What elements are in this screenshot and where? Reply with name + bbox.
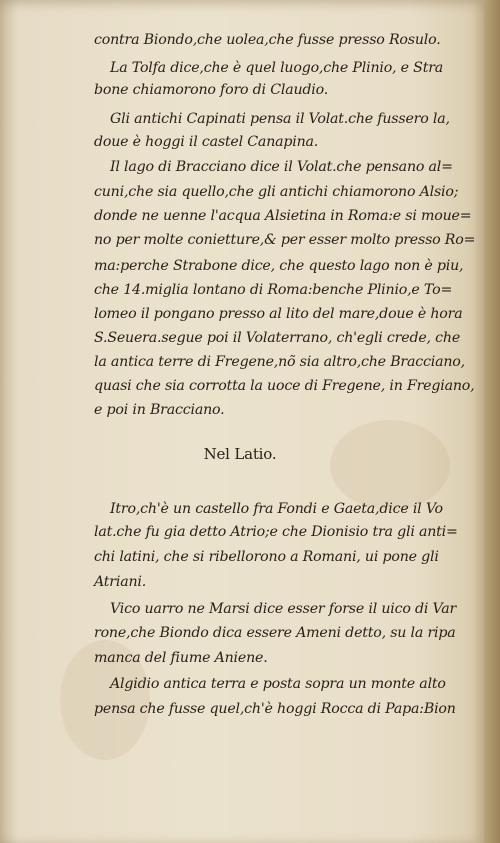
paper-stain bbox=[330, 420, 450, 510]
text-line: rone,che Biondo dica essere Ameni detto, su la ripa bbox=[94, 625, 456, 641]
text-line: bone chiamorono foro di Claudio. bbox=[94, 82, 329, 98]
text-line: doue è hoggi il castel Canapina. bbox=[94, 134, 319, 150]
text-line: cuni,che sia quello,che gli antichi chiamorono Alsio; bbox=[94, 184, 459, 200]
page-gutter-shadow bbox=[0, 0, 18, 843]
text-line: contra Biondo,che uolea,che fusse presso Rosulo. bbox=[94, 32, 441, 48]
text-line: la antica terre di Fregene,nõ sia altro,che Bracciano, bbox=[94, 354, 465, 370]
section-heading: Nel Latio. bbox=[203, 445, 277, 463]
page-edge bbox=[484, 0, 500, 843]
text-line: ma:perche Strabone dice, che questo lago non è piu, bbox=[94, 258, 464, 274]
text-line: Atriani. bbox=[94, 574, 147, 590]
text-line: Itro,ch'è un castello fra Fondi e Gaeta,dice il Vo bbox=[110, 501, 443, 517]
text-line: e poi in Bracciano. bbox=[94, 402, 225, 418]
text-line: Gli antichi Capinati pensa il Volat.che fussero la, bbox=[110, 111, 450, 127]
text-line: La Tolfa dice,che è quel luogo,che Plinio, e Stra bbox=[110, 60, 444, 76]
text-line: manca del fiume Aniene. bbox=[94, 650, 268, 666]
text-line: no per molte conietture,& per esser molto presso Ro= bbox=[94, 232, 476, 248]
text-line: Algidio antica terra e posta sopra un monte alto bbox=[110, 676, 446, 692]
text-line: S.Seuera.segue poi il Volaterrano, ch'egli crede, che bbox=[94, 330, 461, 346]
text-line: donde ne uenne l'acqua Alsietina in Roma:e si moue= bbox=[94, 208, 472, 224]
text-line: chi latini, che si ribellorono a Romani, ui pone gli bbox=[94, 549, 439, 565]
text-line: Vico uarro ne Marsi dice esser forse il uico di Var bbox=[110, 601, 457, 617]
text-line: pensa che fusse quel,ch'è hoggi Rocca di Papa:Bion bbox=[94, 701, 456, 717]
text-line: quasi che sia corrotta la uoce di Fregene, in Fregiano, bbox=[94, 378, 475, 394]
text-line: lat.che fu gia detto Atrio;e che Dionisio tra gli anti= bbox=[94, 524, 458, 540]
text-line: lomeo il pongano presso al lito del mare,doue è hora bbox=[94, 306, 463, 322]
text-line: che 14.miglia lontano di Roma:benche Plinio,e To= bbox=[94, 282, 453, 298]
text-line: Il lago di Bracciano dice il Volat.che pensano al= bbox=[110, 159, 453, 175]
